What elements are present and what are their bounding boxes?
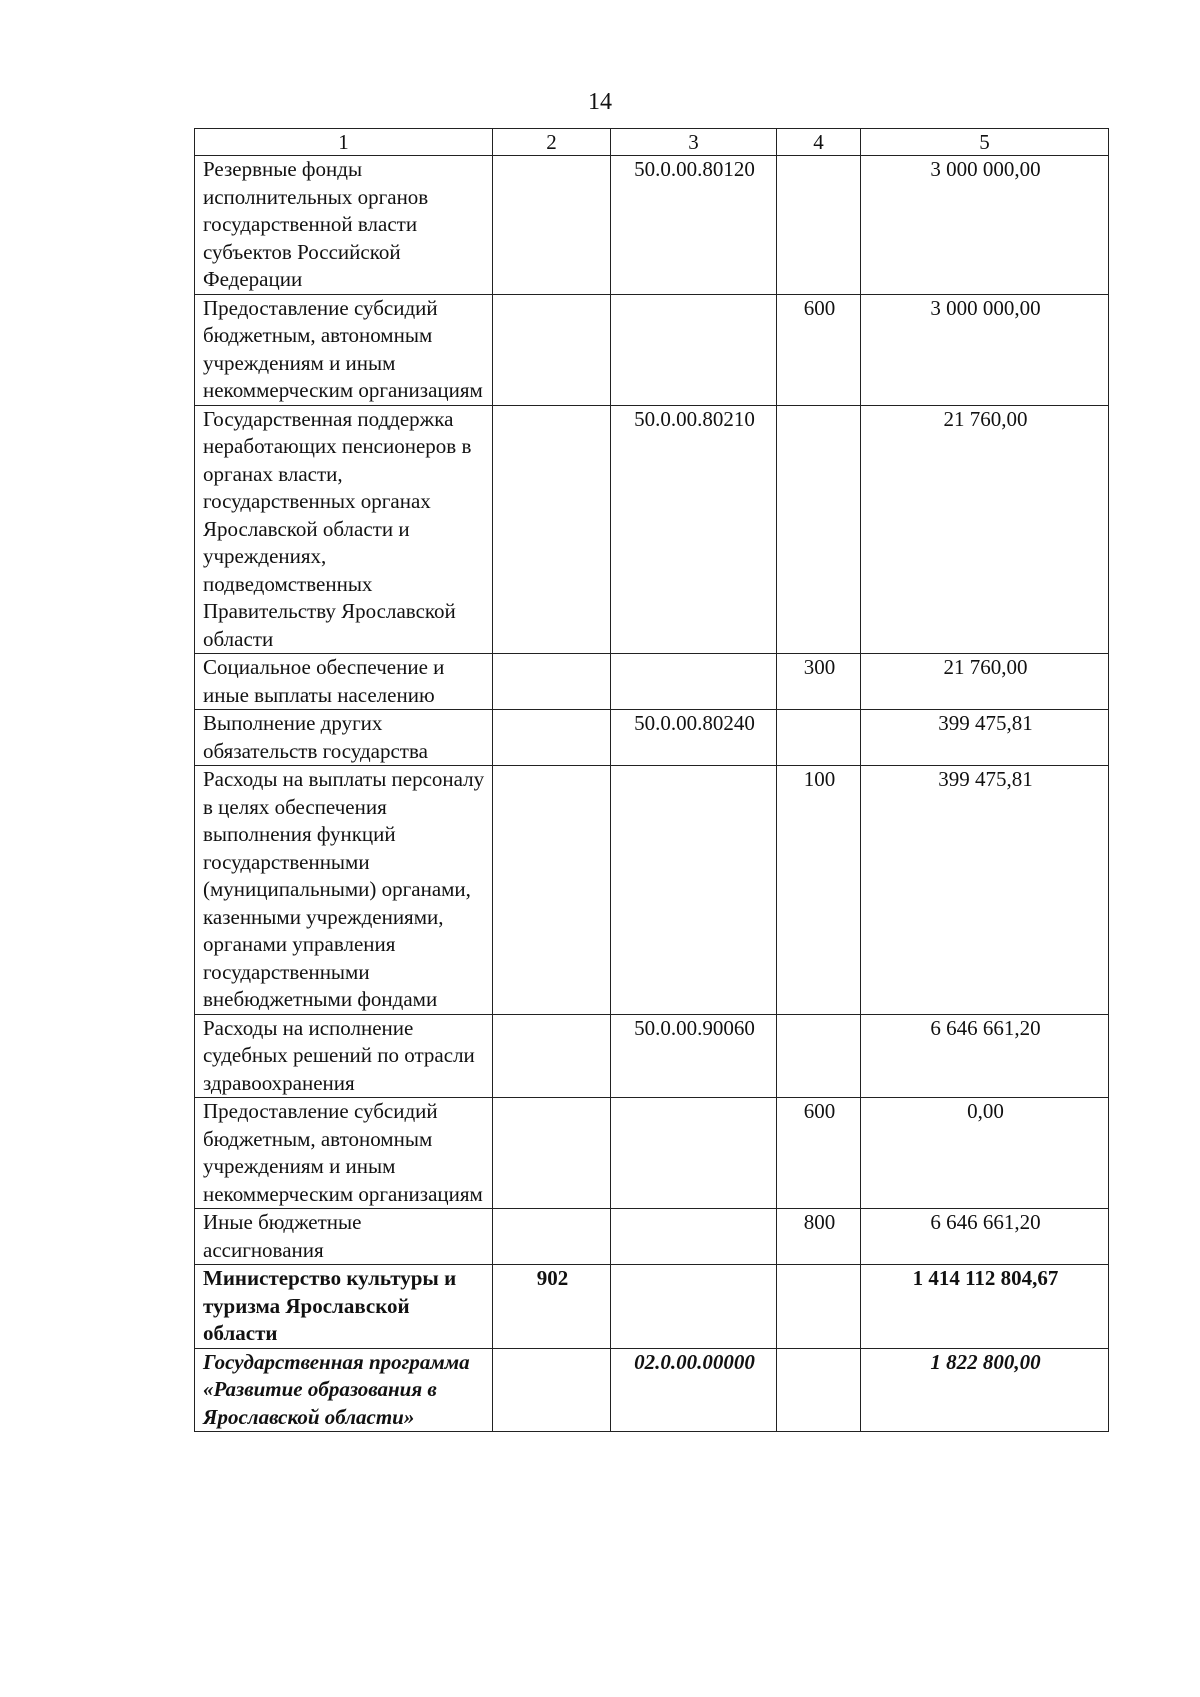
target-article-cell [611,1098,777,1209]
expense-name-cell: Расходы на выплаты персоналу в целях обеспечения выполнения функций государственными (муниципальными) органами, казенными учреждениями, органами управления государственными внебюджетными фондами [195,766,493,1015]
admin-code-cell: 902 [493,1265,611,1349]
target-article-cell [611,1265,777,1349]
expense-name-cell: Предоставление субсидий бюджетным, автономным учреждениям и иным некоммерческим организациям [195,1098,493,1209]
expense-type-cell: 100 [777,766,861,1015]
target-article-cell [611,294,777,405]
table-row [195,405,1109,654]
expense-type-cell: 800 [777,1209,861,1265]
column-header: 1 [195,129,493,156]
table-row [195,1209,1109,1265]
amount-cell: 6 646 661,20 [861,1014,1109,1098]
expense-type-cell [777,156,861,295]
expense-type-cell [777,405,861,654]
expense-name-cell: Резервные фонды исполнительных органов государственной власти субъектов Российской Федерации [195,156,493,295]
column-header: 2 [493,129,611,156]
amount-cell: 6 646 661,20 [861,1209,1109,1265]
amount-cell: 1 822 800,00 [861,1348,1109,1432]
target-article-cell: 50.0.00.80210 [611,405,777,654]
admin-code-cell [493,1209,611,1265]
target-article-cell: 50.0.00.90060 [611,1014,777,1098]
expense-name-cell: Выполнение других обязательств государства [195,710,493,766]
expense-type-cell [777,710,861,766]
amount-cell: 0,00 [861,1098,1109,1209]
expense-type-cell: 600 [777,1098,861,1209]
budget-table [194,128,1109,1432]
amount-cell: 399 475,81 [861,766,1109,1015]
admin-code-cell [493,1014,611,1098]
amount-cell: 21 760,00 [861,405,1109,654]
table-header-row [195,129,1109,156]
table-row [195,710,1109,766]
table-row [195,1014,1109,1098]
expense-type-cell: 300 [777,654,861,710]
target-article-cell [611,1209,777,1265]
admin-code-cell [493,766,611,1015]
table-row [195,294,1109,405]
expense-name-cell: Государственная поддержка неработающих пенсионеров в органах власти, государственных органах Ярославской области и учреждениях, подведомственных Правительству Ярославской области [195,405,493,654]
target-article-cell: 50.0.00.80120 [611,156,777,295]
admin-code-cell [493,654,611,710]
target-article-cell: 50.0.00.80240 [611,710,777,766]
amount-cell: 3 000 000,00 [861,156,1109,295]
admin-code-cell [493,294,611,405]
expense-name-cell: Министерство культуры и туризма Ярославской области [195,1265,493,1349]
amount-cell: 21 760,00 [861,654,1109,710]
table-row [195,1265,1109,1349]
column-header: 3 [611,129,777,156]
amount-cell: 1 414 112 804,67 [861,1265,1109,1349]
table-row [195,1098,1109,1209]
admin-code-cell [493,405,611,654]
expense-name-cell: Социальное обеспечение и иные выплаты населению [195,654,493,710]
expense-name-cell: Государственная программа «Развитие образования в Ярославской области» [195,1348,493,1432]
expense-type-cell: 600 [777,294,861,405]
table-row [195,766,1109,1015]
expense-name-cell: Расходы на исполнение судебных решений по отрасли здравоохранения [195,1014,493,1098]
admin-code-cell [493,156,611,295]
target-article-cell [611,654,777,710]
admin-code-cell [493,710,611,766]
table-row [195,156,1109,295]
target-article-cell: 02.0.00.00000 [611,1348,777,1432]
page-number: 14 [588,89,612,115]
admin-code-cell [493,1098,611,1209]
column-header: 5 [861,129,1109,156]
expense-type-cell [777,1265,861,1349]
expense-name-cell: Иные бюджетные ассигнования [195,1209,493,1265]
target-article-cell [611,766,777,1015]
table-row [195,1348,1109,1432]
expense-type-cell [777,1348,861,1432]
amount-cell: 3 000 000,00 [861,294,1109,405]
table-row [195,654,1109,710]
admin-code-cell [493,1348,611,1432]
column-header: 4 [777,129,861,156]
amount-cell: 399 475,81 [861,710,1109,766]
expense-type-cell [777,1014,861,1098]
expense-name-cell: Предоставление субсидий бюджетным, автономным учреждениям и иным некоммерческим организациям [195,294,493,405]
